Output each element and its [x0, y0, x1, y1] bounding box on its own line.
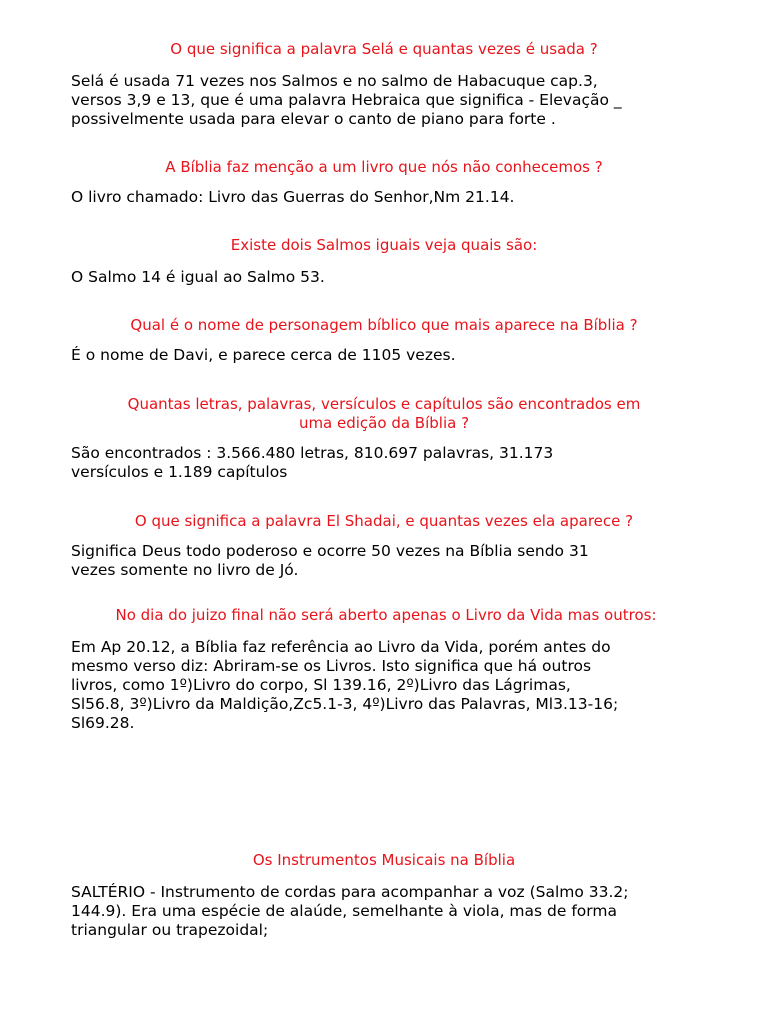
question-salmos-iguais: Existe dois Salmos iguais veja quais são: [230, 236, 538, 254]
question-livro-desconhecido: A Bíblia faz menção a um livro que nós não conhecemos ? [165, 158, 603, 176]
answer-sela: Selá é usada 71 vezes nos Salmos e no salmo de Habacuque cap.3, versos 3,9 e 13, que é uma palavra Hebraica que significa - Elevação _ possivelmente usada para elevar o canto de piano para forte . [71, 72, 622, 128]
question-personagem: Qual é o nome de personagem bíblico que mais aparece na Bíblia ? [130, 316, 638, 334]
question-juizo-final: No dia do juizo final não será aberto apenas o Livro da Vida mas outros: [115, 606, 657, 624]
answer-salmos-iguais: O Salmo 14 é igual ao Salmo 53. [71, 268, 325, 286]
answer-letras-palavras: São encontrados : 3.566.480 letras, 810.697 palavras, 31.173 versículos e 1.189 capítulos [71, 444, 554, 481]
answer-juizo-final: Em Ap 20.12, a Bíblia faz referência ao Livro da Vida, porém antes do mesmo verso diz: Abriram-se os Livros. Isto significa que há outros livros, como 1º)Livro do corpo, Sl 139.16, 2º)Livro das Lágrimas, Sl56.8, 3º)Livro da Maldição,Zc5.1-3, 4º)Livro das Palavras, Ml3.13-16; Sl69.28. [71, 638, 619, 732]
question-letras-palavras: Quantas letras, palavras, versículos e capítulos são encontrados em uma edição da Bíblia ? [127, 395, 641, 432]
answer-personagem: É o nome de Davi, e parece cerca de 1105 vezes. [71, 346, 456, 364]
answer-instrumentos: SALTÉRIO - Instrumento de cordas para acompanhar a voz (Salmo 33.2; 144.9). Era uma espécie de alaúde, semelhante à viola, mas de forma triangular ou trapezoidal; [71, 883, 629, 939]
answer-livro-desconhecido: O livro chamado: Livro das Guerras do Senhor,Nm 21.14. [71, 188, 515, 206]
question-el-shadai: O que significa a palavra El Shadai, e quantas vezes ela aparece ? [134, 512, 634, 530]
heading-instrumentos: Os Instrumentos Musicais na Bíblia [252, 851, 516, 869]
question-sela: O que significa a palavra Selá e quantas vezes é usada ? [170, 40, 598, 58]
answer-el-shadai: Significa Deus todo poderoso e ocorre 50 vezes na Bíblia sendo 31 vezes somente no livro de Jó. [71, 542, 589, 579]
